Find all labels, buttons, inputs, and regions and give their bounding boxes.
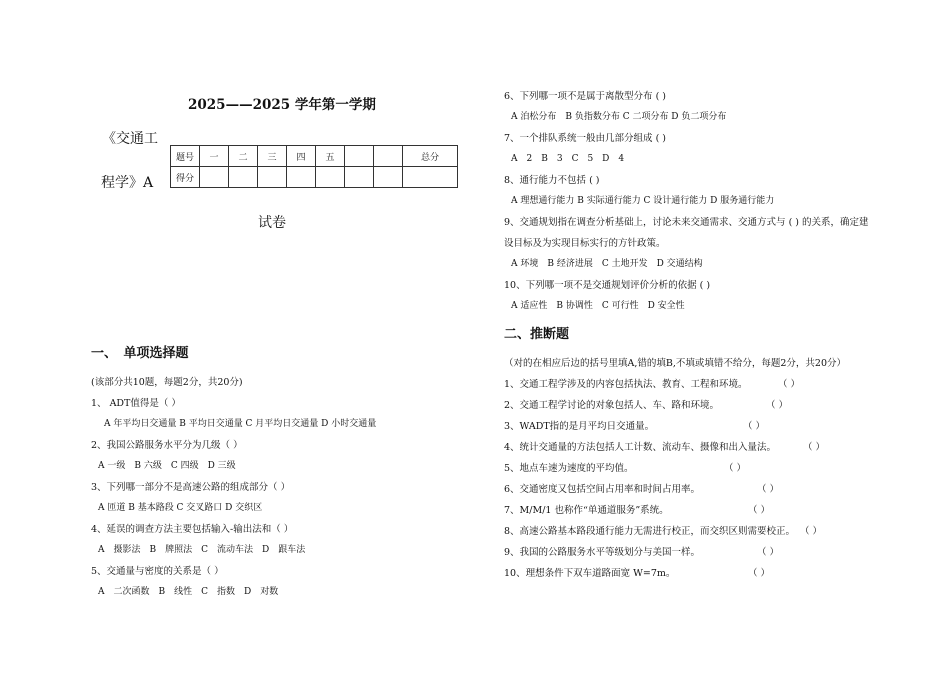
question-1: 1、 ADT值得是（ ） <box>91 398 181 409</box>
answer-blank[interactable]: （ ） <box>757 547 780 558</box>
question-5-options: A 二次函数 B 线性 C 指数 D 对数 <box>98 587 279 597</box>
question-3: 3、下列哪一部分不是高速公路的组成部分（ ） <box>91 482 291 493</box>
score-input-cell[interactable] <box>374 167 403 188</box>
question-4-options: A 摄影法 B 牌照法 C 流动车法 D 跟车法 <box>98 545 306 555</box>
answer-blank[interactable]: （ ） <box>803 442 826 453</box>
answer-blank[interactable]: （ ） <box>800 526 823 537</box>
judgement-item-7: 7、M/M/1 也称作“单通道服务”系统。 <box>504 505 669 516</box>
course-title-line1: 《交通工 <box>102 131 158 147</box>
answer-blank[interactable]: （ ） <box>748 568 771 579</box>
answer-blank[interactable]: （ ） <box>743 421 766 432</box>
question-3-options: A 匝道 B 基本路段 C 交叉路口 D 交织区 <box>98 503 263 513</box>
score-cell <box>374 146 403 167</box>
question-1-options: A 年平均日交通量 B 平均日交通量 C 月平均日交通量 D 小时交通量 <box>104 419 377 429</box>
question-10-options: A 适应性 B 协调性 C 可行性 D 安全性 <box>511 301 685 311</box>
score-header-row <box>171 146 458 167</box>
judgement-item-2: 2、交通工程学讨论的对象包括人、车、路和环境。 <box>504 400 720 411</box>
judgement-item-10: 10、理想条件下双车道路面宽 W=7m。 <box>504 568 676 579</box>
score-cell: 四 <box>287 146 316 167</box>
section1-note: (该部分共10题，每题2分，共20分) <box>91 377 243 388</box>
answer-blank[interactable]: （ ） <box>724 463 747 474</box>
score-input-cell[interactable] <box>200 167 229 188</box>
question-5: 5、交通量与密度的关系是（ ） <box>91 566 224 577</box>
section2-title: 二、推断题 <box>504 327 570 342</box>
judgement-item-8: 8、高速公路基本路段通行能力无需进行校正，而交织区则需要校正。 <box>504 526 796 537</box>
answer-blank[interactable]: （ ） <box>766 400 789 411</box>
question-10: 10、下列哪一项不是交通规划评价分析的依据 ( ) <box>504 280 711 291</box>
question-8: 8、通行能力不包括 ( ) <box>504 175 600 186</box>
question-7: 7、一个排队系统一般由几部分组成 ( ) <box>504 133 666 144</box>
score-cell: 一 <box>200 146 229 167</box>
question-9-options: A 环境 B 经济进展 C 土地开发 D 交通结构 <box>511 259 703 269</box>
question-9: 9、交通规划指在调查分析基础上，讨论未来交通需求、交通方式与 ( ) 的关系，确定建 <box>504 217 869 228</box>
judgement-item-3: 3、WADT指的是月平均日交通量。 <box>504 421 655 432</box>
question-2-options: A 一级 B 六级 C 四级 D 三级 <box>98 461 236 471</box>
score-cell <box>345 146 374 167</box>
semester-title: 2025——2025 学年第一学期 <box>188 97 376 113</box>
judgement-item-9: 9、我国的公路服务水平等级划分与美国一样。 <box>504 547 701 558</box>
question-8-options: A 理想通行能力 B 实际通行能力 C 设计通行能力 D 服务通行能力 <box>511 196 775 206</box>
question-4: 4、延误的调查方法主要包括输入-输出法和（ ） <box>91 524 294 535</box>
section2-note: （对的在相应后边的括号里填A,错的填B,不填或填错不给分，每题2分，共20分） <box>504 358 847 369</box>
score-input-cell[interactable] <box>403 167 458 188</box>
score-cell: 二 <box>229 146 258 167</box>
score-cell: 得分 <box>171 167 200 188</box>
score-value-row <box>171 167 458 188</box>
section1-title: 一、 单项选择题 <box>91 346 189 361</box>
paper-label: 试卷 <box>258 215 286 231</box>
judgement-item-5: 5、地点车速为速度的平均值。 <box>504 463 634 474</box>
answer-blank[interactable]: （ ） <box>757 484 780 495</box>
score-input-cell[interactable] <box>229 167 258 188</box>
score-input-cell[interactable] <box>345 167 374 188</box>
answer-blank[interactable]: （ ） <box>748 505 771 516</box>
score-cell: 三 <box>258 146 287 167</box>
judgement-item-6: 6、交通密度又包括空间占用率和时间占用率。 <box>504 484 701 495</box>
score-cell: 五 <box>316 146 345 167</box>
score-input-cell[interactable] <box>287 167 316 188</box>
judgement-item-1: 1、交通工程学涉及的内容包括执法、教育、工程和环境。 <box>504 379 748 390</box>
judgement-item-4: 4、统计交通量的方法包括人工计数、流动车、摄像和出入量法。 <box>504 442 777 453</box>
score-table <box>170 145 458 188</box>
answer-blank[interactable]: （ ） <box>778 379 801 390</box>
score-cell: 题号 <box>171 146 200 167</box>
question-6-options: A 泊松分布 B 负指数分布 C 二项分布 D 负二项分布 <box>511 112 727 122</box>
question-6: 6、下列哪一项不是属于离散型分布 ( ) <box>504 91 666 102</box>
course-title-line2: 程学》A <box>101 175 154 191</box>
score-input-cell[interactable] <box>258 167 287 188</box>
question-7-options: A 2 B 3 C 5 D 4 <box>511 154 625 164</box>
score-cell: 总分 <box>403 146 458 167</box>
score-input-cell[interactable] <box>316 167 345 188</box>
question-9-continued: 设目标及为实现目标实行的方针政策。 <box>504 238 666 249</box>
question-2: 2、我国公路服务水平分为几级（ ） <box>91 440 243 451</box>
